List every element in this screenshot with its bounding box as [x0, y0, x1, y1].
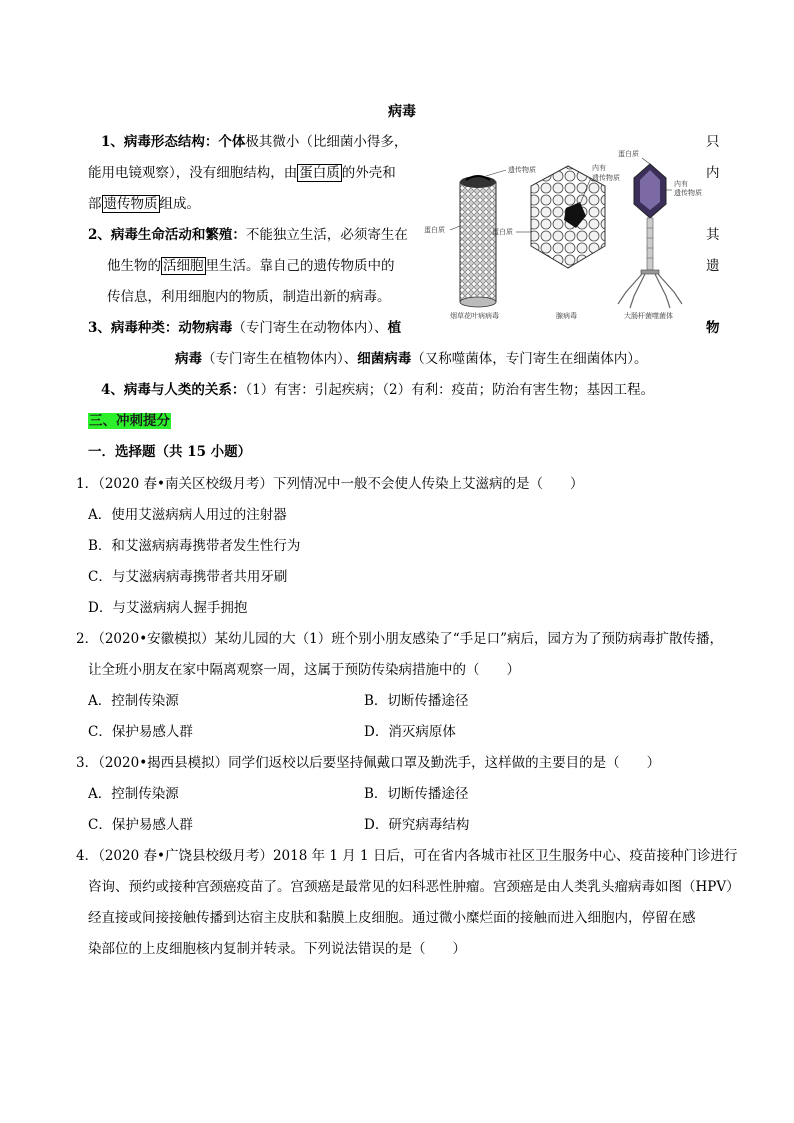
question-option[interactable]: C．与艾滋病病毒携带者共用牙刷 — [88, 569, 288, 585]
question-stem: 经直接或间接接触传播到达宿主皮肤和黏膜上皮细胞。通过微小糜烂面的接触而进入细胞内，停留在感 — [88, 910, 696, 926]
adeno-protein-label: 蛋白质 — [492, 228, 513, 236]
question-option[interactable]: A．使用艾滋病病人用过的注射器 — [88, 507, 287, 523]
question-option[interactable]: D．与艾滋病病人握手拥抱 — [88, 600, 248, 616]
relation-label: 4、病毒与人类的关系： — [101, 382, 246, 398]
question-option[interactable]: B．切断传播途径 — [364, 786, 469, 802]
paragraph-structure-line2 — [88, 163, 396, 183]
question-stem: 3．（2020•揭西县模拟）同学们返校以后要坚持佩戴口罩及勤洗手，这样做的主要目的是（ ） — [76, 755, 661, 771]
animal-virus-term: 动物病毒 — [178, 320, 233, 336]
question-option[interactable]: D．消灭病原体 — [364, 724, 456, 740]
plant-virus-term-end: 病毒 — [175, 351, 202, 367]
structure-label: 1、病毒形态结构： — [101, 134, 219, 150]
paragraph-life-line2 — [107, 256, 395, 276]
protein-term-box: 蛋白质 — [299, 165, 340, 181]
life-label: 2、病毒生命活动和繁殖： — [88, 227, 246, 243]
structure-text-3: 的外壳和 — [341, 165, 396, 181]
relation-text: （1）有害：引起疾病；（2）有利：疫苗；防治有害生物；基因工程。 — [245, 382, 655, 398]
question-option[interactable]: C．保护易感人群 — [88, 817, 193, 833]
paragraph-relation — [101, 380, 654, 400]
question-stem: 咨询、预约或接种宫颈癌疫苗了。宫颈癌是最常见的妇科恶性肿瘤。宫颈癌是由人类乳头瘤病毒如图（HPV） — [88, 879, 740, 895]
bacteria-virus-term: 细菌病毒 — [357, 351, 412, 367]
structure-bold-term: 个体 — [218, 134, 246, 150]
life-right-char-2: 遗 — [706, 258, 720, 274]
question-option[interactable]: C．保护易感人群 — [88, 724, 193, 740]
paragraph-structure-line3 — [88, 194, 200, 214]
structure-right-char: 只 — [706, 134, 720, 150]
page-title: 病毒 — [388, 104, 416, 120]
tmv-genetic-label: 遗传物质 — [508, 166, 536, 174]
types-text-3: （又称噬菌体，专门寄生在细菌体内）。 — [411, 351, 648, 367]
tobacco-mosaic-virus-drawing — [450, 170, 506, 307]
phage-genetic-label: 遗传物质 — [674, 189, 702, 197]
phage-protein-label: 蛋白质 — [618, 150, 639, 158]
section-highlight: 三、冲刺提分 — [89, 413, 170, 429]
plant-virus-term-start: 植 — [387, 320, 402, 336]
types-right-char: 物 — [706, 320, 720, 336]
life-text-2: 他生物的 — [107, 258, 161, 274]
question-option[interactable]: B．切断传播途径 — [364, 693, 469, 709]
paragraph-types-line1 — [88, 318, 401, 338]
question-stem: 1．（2020 春•南关区校级月考）下列情况中一般不会使人传染上艾滋病的是（ ） — [76, 476, 584, 492]
structure-text-5: 组成。 — [159, 196, 200, 212]
types-label: 3、病毒种类： — [88, 320, 179, 336]
genetic-material-term-box: 遗传物质 — [103, 196, 158, 212]
question-option[interactable]: D．研究病毒结构 — [364, 817, 470, 833]
question-stem: 4．（2020 春•广饶县校级月考）2018 年 1 月 1 日后，可在省内各城市社区卫生服务中心、疫苗接种门诊进行 — [76, 848, 738, 864]
life-text: 不能独立生活，必须寄生在 — [245, 227, 408, 243]
living-cell-term-box: 活细胞 — [163, 258, 204, 274]
phage-inner-label: 内有 — [674, 180, 688, 188]
caption-adenovirus: 腺病毒 — [556, 312, 577, 320]
question-option[interactable]: A．控制传染源 — [88, 693, 179, 709]
question-option[interactable]: A．控制传染源 — [88, 786, 179, 802]
structure-text-2: 能用电镜观察），没有细胞结构，由 — [88, 165, 298, 181]
caption-phage: 大肠杆菌噬菌体 — [624, 312, 673, 320]
paragraph-structure-line1 — [101, 132, 407, 152]
question-option[interactable]: B．和艾滋病病毒携带者发生性行为 — [88, 538, 301, 554]
caption-tmv: 烟草花叶病病毒 — [450, 312, 499, 320]
adeno-genetic-label: 遗传物质 — [592, 174, 620, 182]
paragraph-types-line2 — [175, 349, 648, 369]
types-text: （专门寄生在动物体内）、 — [232, 320, 388, 336]
tmv-protein-label: 蛋白质 — [424, 226, 445, 234]
paragraph-life-line3: 传信息，利用细胞内的物质，制造出新的病毒。 — [107, 289, 391, 305]
life-text-3: 里生活。靠自己的遗传物质中的 — [205, 258, 395, 274]
subsection-header: 一．选择题（共 15 小题） — [88, 444, 252, 460]
structure-right-char-2: 内 — [706, 165, 720, 181]
question-stem: 染部位的上皮细胞核内复制并转录。下列说法错误的是（ ） — [88, 941, 466, 957]
section-header — [88, 411, 171, 431]
question-stem: 2．（2020•安徽模拟）某幼儿园的大（1）班个别小朋友感染了“手足口”病后，园方为了预防病毒扩散传播， — [76, 631, 724, 647]
question-stem: 让全班小朋友在家中隔离观察一周，这属于预防传染病措施中的（ ） — [88, 662, 520, 678]
types-text-2: （专门寄生在植物体内）、 — [202, 351, 358, 367]
adeno-inner-label: 内有 — [592, 164, 606, 172]
virus-structure-figure — [420, 146, 705, 324]
bacteriophage-drawing — [618, 158, 682, 308]
structure-text: 极其微小（比细菌小得多， — [245, 134, 408, 150]
life-right-char: 其 — [706, 227, 720, 243]
structure-text-4: 部 — [88, 196, 102, 212]
paragraph-life-line1 — [88, 225, 408, 245]
